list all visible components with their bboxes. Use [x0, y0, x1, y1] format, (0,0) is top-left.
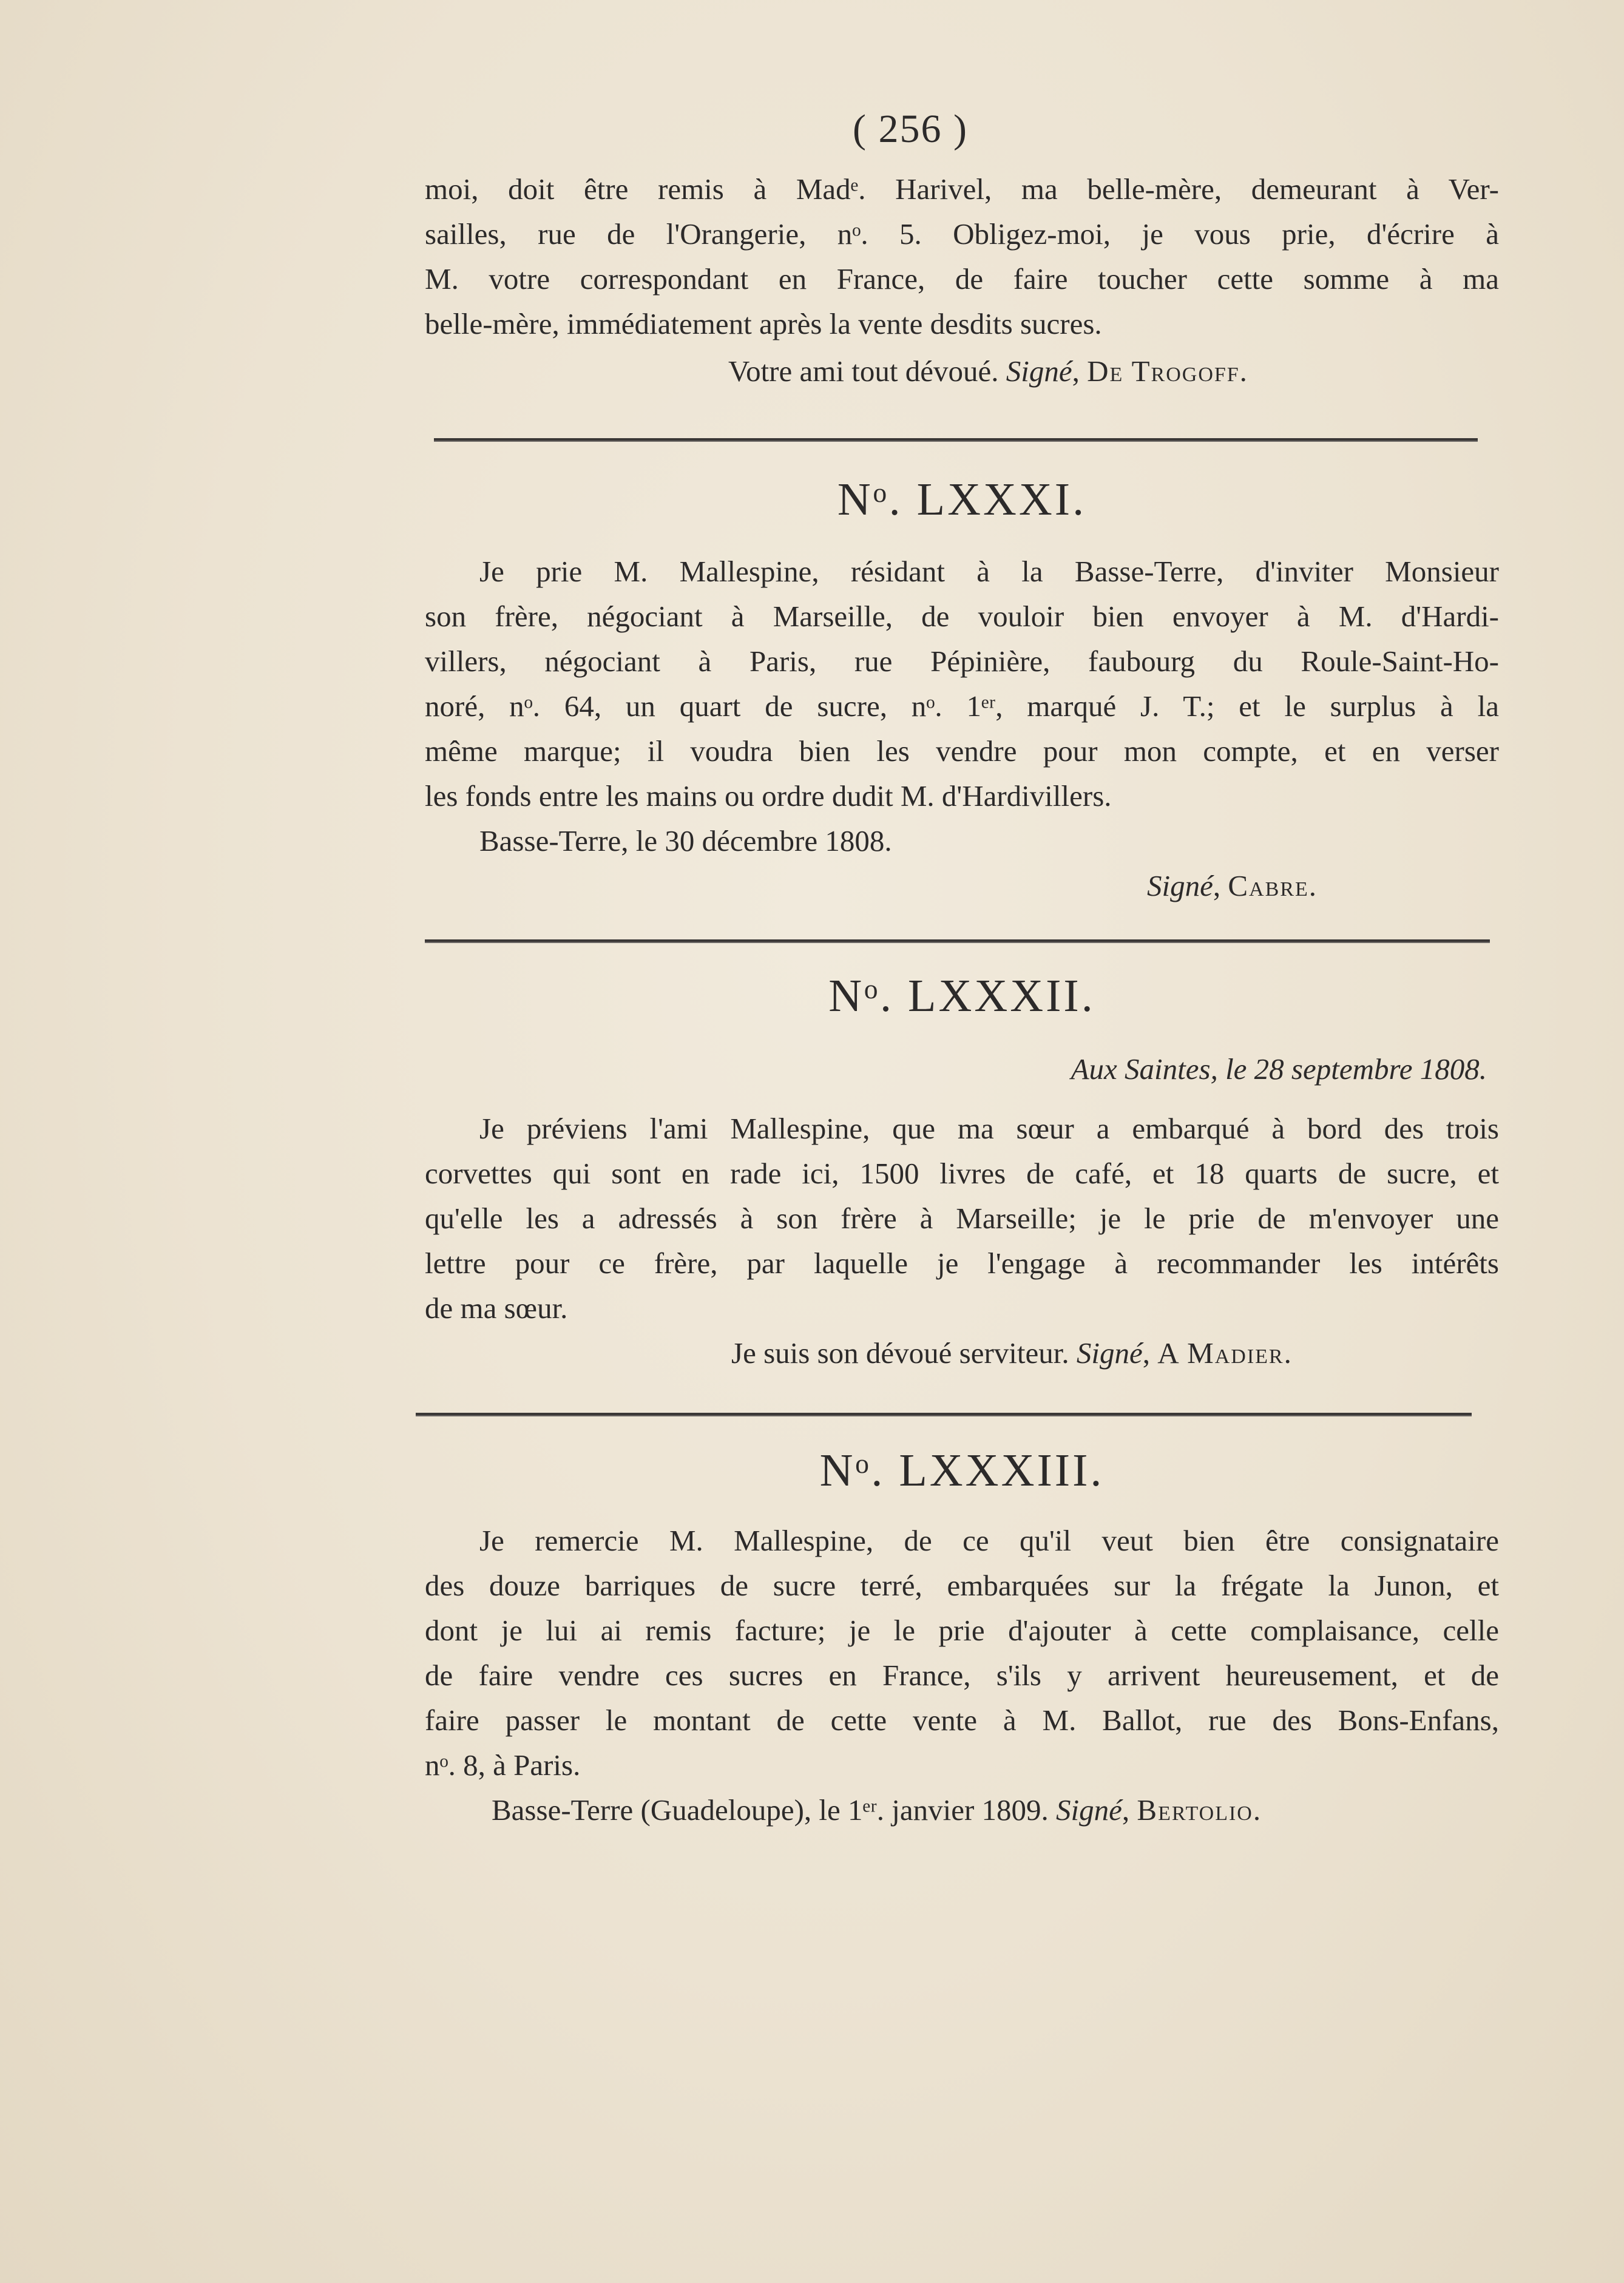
lxxxii-closing: Je suis son dévoué serviteur.: [731, 1336, 1069, 1370]
lxxxiii-signer-name: Bertolio.: [1137, 1793, 1262, 1827]
lxxxiii-signe: Signé: [1056, 1793, 1122, 1827]
letter-lxxxiii: [425, 1518, 1499, 1833]
lxxxi-line-1: Je prie M. Mallespine, résidant à la Basse-Terre, d'inviter Monsieur: [479, 555, 1499, 588]
lxxxiii-dateline: Basse-Terre (Guadeloupe), le 1ᵉʳ. janvier 1809.: [492, 1793, 1049, 1827]
lxxxi-signe: Signé: [1147, 869, 1213, 902]
lxxxii-line-5: de ma sœur.: [425, 1291, 568, 1325]
page-number: ( 256 ): [853, 107, 968, 151]
lxxxi-line-4: noré, nᵒ. 64, un quart de sucre, nᵒ. 1ᵉʳ, marqué J. T.; et le surplus à la: [425, 689, 1499, 723]
lxxxiii-line-5: faire passer le montant de cette vente à M. Ballot, rue des Bons-Enfans,: [425, 1703, 1499, 1737]
lxxxiii-line-4: de faire vendre ces sucres en France, s'ils y arrivent heureusement, et de: [425, 1659, 1499, 1692]
lxxxi-signer-name: Cabre.: [1228, 869, 1318, 902]
lxxxi-dateline: Basse-Terre, le 30 décembre 1808.: [479, 824, 892, 857]
lxxxii-place-date: Aux Saintes, le 28 septembre 1808.: [1071, 1052, 1487, 1086]
heading-lxxxiii: Nᵒ. LXXXIII.: [819, 1445, 1105, 1496]
intro-letter: [425, 167, 1499, 394]
lxxxii-line-3: qu'elle les a adressés à son frère à Marseille; je le prie de m'envoyer une: [425, 1202, 1499, 1235]
intro-signer-name: De Trogoff.: [1087, 354, 1248, 388]
lxxxi-signature: Signé, Cabre.: [1147, 869, 1318, 902]
lxxxi-line-2: son frère, négociant à Marseille, de vouloir bien envoyer à M. d'Hardi-: [425, 600, 1499, 633]
lxxxiii-line-1: Je remercie M. Mallespine, de ce qu'il veut bien être consignataire: [479, 1524, 1499, 1557]
lxxxii-signature: Je suis son dévoué serviteur. Signé, A Madier.: [731, 1336, 1293, 1370]
lxxxi-line-5: même marque; il voudra bien les vendre pour mon compte, et en verser: [425, 734, 1499, 768]
heading-lxxxi: Nᵒ. LXXXI.: [837, 474, 1087, 525]
intro-line-4: belle-mère, immédiatement après la vente desdits sucres.: [425, 307, 1102, 340]
intro-closing: Votre ami tout dévoué.: [728, 354, 999, 388]
lxxxiii-signature: Basse-Terre (Guadeloupe), le 1ᵉʳ. janvier 1809. Signé, Bertolio.: [492, 1793, 1262, 1827]
section-divider-3: [416, 1413, 1472, 1416]
intro-line-1: moi, doit être remis à Madᵉ. Harivel, ma belle-mère, demeurant à Ver-: [425, 172, 1499, 206]
lxxxii-signer-name: A Madier.: [1157, 1336, 1293, 1370]
letter-lxxxii: [425, 1047, 1499, 1376]
section-divider-2: [425, 939, 1490, 943]
lxxxi-line-3: villers, négociant à Paris, rue Pépinière, faubourg du Roule-Saint-Ho-: [425, 644, 1499, 678]
intro-signe: Signé: [1006, 354, 1072, 388]
section-divider-1: [434, 438, 1478, 442]
intro-line-3: M. votre correspondant en France, de faire toucher cette somme à ma: [425, 262, 1499, 296]
heading-lxxxii: Nᵒ. LXXXII.: [828, 970, 1095, 1021]
intro-line-2: sailles, rue de l'Orangerie, nᵒ. 5. Obligez-moi, je vous prie, d'écrire à: [425, 217, 1499, 251]
lxxxiii-line-6: nᵒ. 8, à Paris.: [425, 1748, 581, 1782]
letter-lxxxi: [425, 549, 1499, 908]
lxxxii-line-1: Je préviens l'ami Mallespine, que ma sœur a embarqué à bord des trois: [479, 1112, 1499, 1145]
lxxxii-signe: Signé: [1076, 1336, 1143, 1370]
lxxxi-line-6: les fonds entre les mains ou ordre dudit M. d'Hardivillers.: [425, 779, 1112, 813]
intro-signature: Votre ami tout dévoué. Signé, De Trogoff.: [728, 354, 1248, 388]
lxxxii-line-4: lettre pour ce frère, par laquelle je l'engage à recommander les intérêts: [425, 1246, 1499, 1280]
lxxxiii-line-3: dont je lui ai remis facture; je le prie d'ajouter à cette complaisance, celle: [425, 1614, 1499, 1647]
lxxxii-line-2: corvettes qui sont en rade ici, 1500 livres de café, et 18 quarts de sucre, et: [425, 1157, 1499, 1190]
lxxxiii-line-2: des douze barriques de sucre terré, embarquées sur la frégate la Junon, et: [425, 1569, 1499, 1602]
